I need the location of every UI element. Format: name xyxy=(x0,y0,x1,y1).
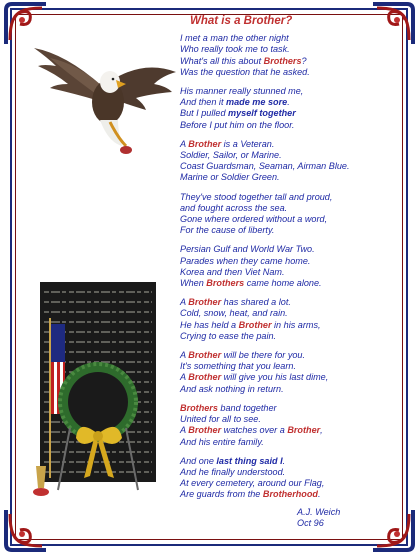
poem-line: A Brother will give you his last dime, xyxy=(180,372,329,383)
stanza-5 xyxy=(180,244,410,289)
poem-line: Gone where ordered without a word, xyxy=(180,214,328,225)
poem-line: Was the question that he asked. xyxy=(180,66,310,77)
poem-line: Persian Gulf and World War Two. xyxy=(180,244,315,255)
stanza-9 xyxy=(180,456,410,501)
corner-ornament-bottom-left xyxy=(2,508,48,554)
poem-line: United for all to see. xyxy=(180,414,261,425)
poem-line: Are guards from the Brotherhood. xyxy=(180,489,321,500)
poem-line: When Brothers came home alone. xyxy=(180,278,322,289)
poem-line: A Brother will be there for you. xyxy=(180,350,306,361)
stanza-2 xyxy=(180,86,410,131)
poem-line: Coast Guardsman, Seaman, Airman Blue. xyxy=(180,161,350,172)
stanza-8 xyxy=(180,403,410,448)
stanza-6 xyxy=(180,297,410,342)
poem-line: A Brother has shared a lot. xyxy=(180,297,291,308)
poem-line: And he finally understood. xyxy=(180,466,286,477)
corner-ornament-bottom-right xyxy=(371,508,417,554)
poem-line: Crying to ease the pain. xyxy=(180,330,277,341)
memorial-wall-image xyxy=(28,278,168,510)
eagle-icon xyxy=(26,14,186,164)
signature-name: A.J. Weich xyxy=(297,507,341,517)
stanza-4 xyxy=(180,192,410,237)
poem xyxy=(180,16,410,509)
stanza-7 xyxy=(180,350,410,395)
poem-line: Brothers band together xyxy=(180,402,277,413)
poem-line: They've stood together tall and proud, xyxy=(180,191,333,202)
poem-line: A Brother is a Veteran. xyxy=(180,138,275,149)
poem-title: What is a Brother? xyxy=(190,15,293,27)
poem-line: And ask nothing in return. xyxy=(180,383,284,394)
stanza-3 xyxy=(180,139,410,184)
poem-line: Parades when they came home. xyxy=(180,255,311,266)
poem-line: For the cause of liberty. xyxy=(180,225,275,236)
poem-line: At every cemetery, around our Flag, xyxy=(180,478,325,489)
signature xyxy=(297,507,340,529)
poem-line: I met a man the other night xyxy=(180,33,289,44)
poem-line: It's something that you learn. xyxy=(180,361,296,372)
poem-line: Before I put him on the floor. xyxy=(180,119,295,130)
poem-line: And then it made me sore. xyxy=(180,97,290,108)
poem-line: But I pulled myself together xyxy=(180,108,296,119)
poem-line: Marine or Soldier Green. xyxy=(180,172,280,183)
signature-date: Oct 96 xyxy=(297,518,324,529)
poem-line: Soldier, Sailor, or Marine. xyxy=(180,150,282,161)
poem-line: His manner really stunned me, xyxy=(180,86,304,97)
poem-line: and fought across the sea. xyxy=(180,202,288,213)
poem-line: And one last thing said I. xyxy=(180,455,286,466)
poem-line: Who really took me to task. xyxy=(180,44,290,55)
poem-line: What's all this about Brothers? xyxy=(180,55,307,66)
poem-line: And his entire family. xyxy=(180,436,264,447)
poem-line: Korea and then Viet Nam. xyxy=(180,266,285,277)
poem-line: Cold, snow, heat, and rain. xyxy=(180,308,288,319)
poem-line: He has held a Brother in his arms, xyxy=(180,319,321,330)
stanza-1 xyxy=(180,33,410,78)
poem-line: A Brother watches over a Brother, xyxy=(180,425,323,436)
